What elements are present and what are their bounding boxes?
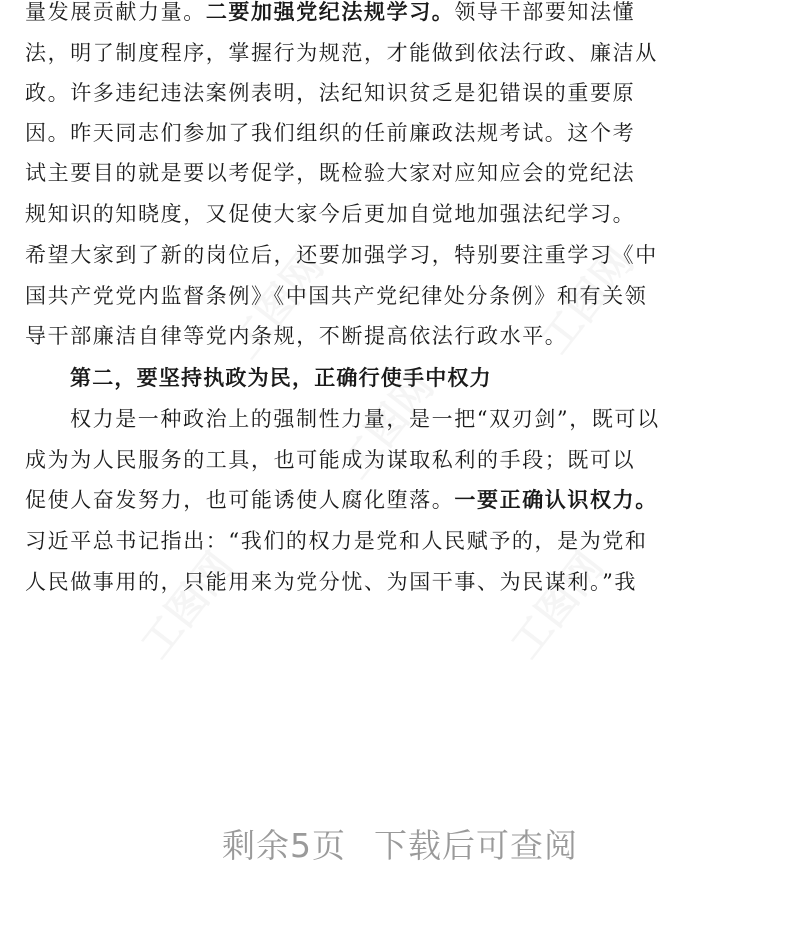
body-line: 因。昨天同志们参加了我们组织的任前廉政法规考试。这个考 xyxy=(25,121,636,145)
section-heading: 第二，要坚持执政为民，正确行使手中权力 xyxy=(70,366,492,390)
body-text: 量发展贡献力量。 xyxy=(25,0,206,24)
body-line: 成为为人民服务的工具，也可能成为谋取私利的手段；既可以 xyxy=(25,448,636,472)
body-line: 权力是一种政治上的强制性力量，是一把“双刃剑”，既可以 xyxy=(70,407,660,431)
body-line: 政。许多违纪违法案例表明，法纪知识贫乏是犯错误的重要原 xyxy=(25,81,636,105)
download-to-view-link[interactable]: 下载后可查阅 xyxy=(374,826,578,865)
body-line: 试主要目的就是要以考促学，既检验大家对应知应会的党纪法 xyxy=(25,161,636,185)
body-line: 国共产党党内监督条例》《中国共产党纪律处分条例》和有关领 xyxy=(25,284,648,308)
download-prompt[interactable] xyxy=(0,826,800,866)
watermark: 工图网 xyxy=(332,364,443,488)
body-text: 促使人奋发努力，也可能诱使人腐化堕落。 xyxy=(25,488,455,512)
body-text: 领导干部要知法懂 xyxy=(454,0,636,24)
watermark: 工图网 xyxy=(132,544,243,668)
body-line xyxy=(25,0,665,24)
watermark: 工图网 xyxy=(532,239,643,363)
body-line: 人民做事用的，只能用来为党分忧、为国干事、为民谋利。”我 xyxy=(25,570,638,594)
remaining-pages-label: 剩余5页 xyxy=(222,826,346,865)
watermark: 工图网 xyxy=(222,244,333,368)
bold-phrase: 二要加强党纪法规学习。 xyxy=(205,0,455,24)
watermark: 工图网 xyxy=(502,544,613,668)
body-line: 希望大家到了新的岗位后，还要加强学习，特别要注重学习《中 xyxy=(25,243,658,267)
body-line: 习近平总书记指出：“我们的权力是党和人民赋予的，是为党和 xyxy=(25,529,648,553)
body-line: 法，明了制度程序，掌握行为规范，才能做到依法行政、廉洁从 xyxy=(25,41,658,65)
body-line: 规知识的知晓度，又促使大家今后更加自觉地加强法纪学习。 xyxy=(25,202,636,226)
bold-phrase: 一要正确认识权力。 xyxy=(454,488,658,512)
body-line: 导干部廉洁自律等党内条规，不断提高依法行政水平。 xyxy=(25,324,568,348)
body-line xyxy=(25,488,665,512)
